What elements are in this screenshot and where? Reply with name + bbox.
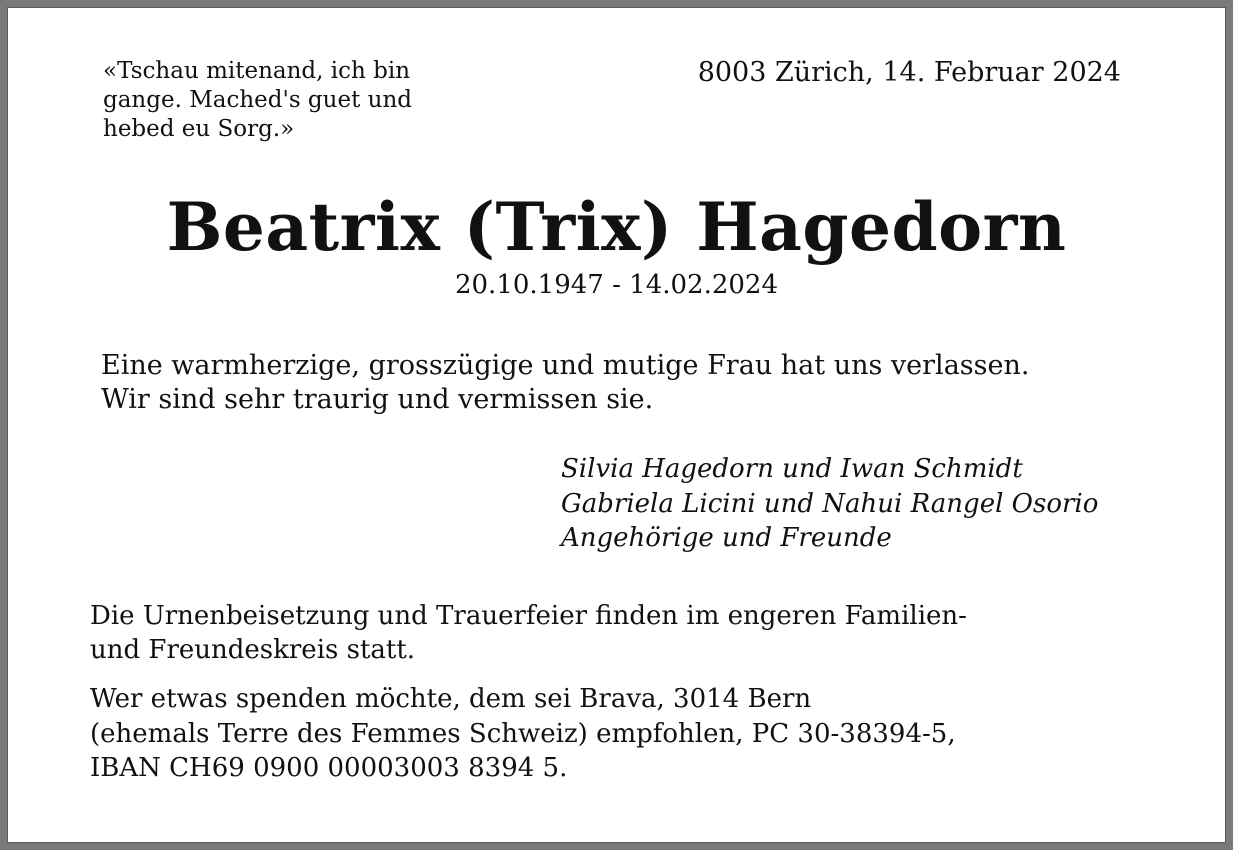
quote-line: «Tschau mitenand, ich bin <box>103 58 411 84</box>
donation-line: (ehemals Terre des Femmes Schweiz) empfohlen, PC 30-38394-5, <box>90 718 956 749</box>
quote-line: gange. Mached's guet und <box>103 87 412 113</box>
deceased-name: Beatrix (Trix) Hagedorn <box>166 188 1067 266</box>
mourner-line: Silvia Hagedorn und Iwan Schmidt <box>561 454 1023 484</box>
donation-line: Wer etwas spenden möchte, dem sei Brava, 3014 Bern <box>90 684 812 714</box>
intro-line: Eine warmherzige, grosszügige und mutige Frau hat uns verlassen. <box>101 350 1030 381</box>
mourners-list <box>561 452 1098 556</box>
donation-line: IBAN CH69 0900 00003003 8394 5. <box>90 753 568 783</box>
mourner-line: Angehörige und Freunde <box>561 523 892 553</box>
quote-line: hebed eu Sorg.» <box>103 116 295 142</box>
farewell-quote <box>103 57 463 144</box>
intro-text <box>101 349 1161 417</box>
ceremony-line: Die Urnenbeisetzung und Trauerfeier finden im engeren Familien- <box>90 601 967 631</box>
place-and-date: 8003 Zürich, 14. Februar 2024 <box>697 57 1121 88</box>
obituary-notice <box>7 7 1226 843</box>
donation-info <box>90 682 1170 786</box>
life-dates: 20.10.1947 - 14.02.2024 <box>454 270 779 300</box>
mourner-line: Gabriela Licini und Nahui Rangel Osorio <box>561 488 1099 519</box>
ceremony-line: und Freundeskreis statt. <box>90 635 416 665</box>
ceremony-info <box>90 599 1170 667</box>
intro-line: Wir sind sehr traurig und vermissen sie. <box>101 384 654 415</box>
